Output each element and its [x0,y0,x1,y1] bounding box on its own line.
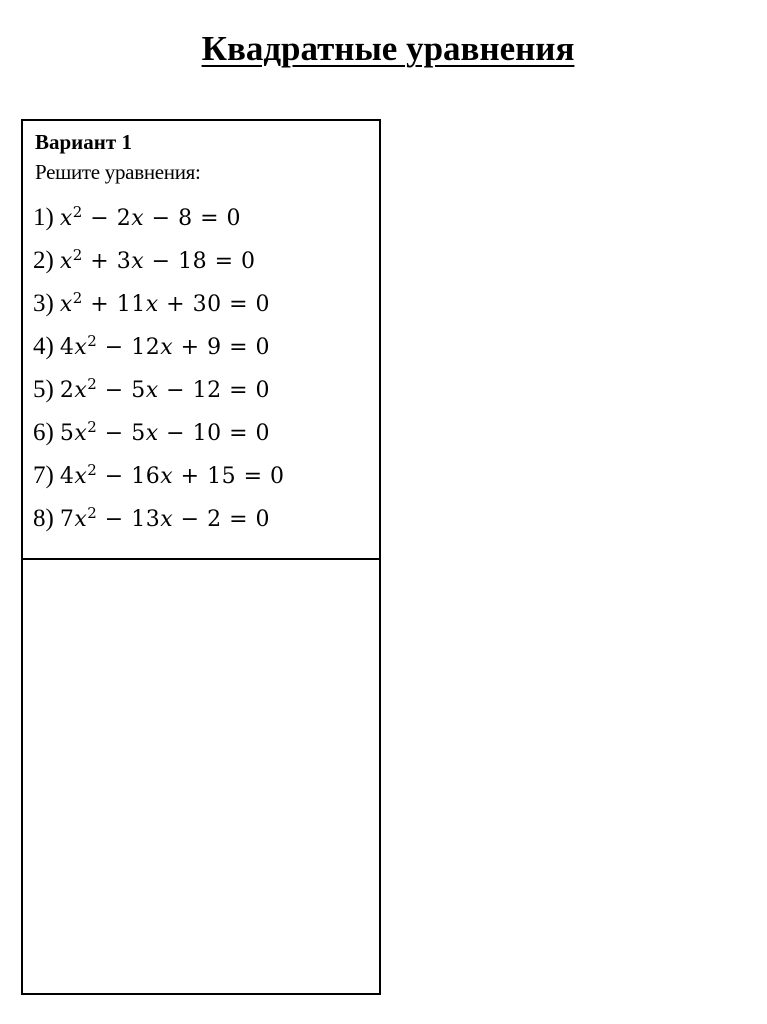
sign-c: − [151,249,171,274]
equation-item [33,497,285,540]
sign-c: − [166,378,186,403]
coef-a: 5 [59,421,75,446]
equation-item [33,368,285,411]
equation-expression: $x^2 + 11x + 30 = 0$ [59,289,271,317]
rhs: 0 [255,378,271,403]
rhs: 0 [255,507,271,532]
sign-b: − [104,421,124,446]
sign-b: + [90,249,110,274]
sign-c: + [180,464,200,489]
coef-c: 15 [207,464,237,489]
coef-c: 9 [207,335,222,360]
rhs: 0 [270,464,285,489]
equation-item [33,282,285,325]
coef-c: 2 [207,507,222,532]
rhs: 0 [226,206,242,231]
sign-c: + [166,292,186,317]
coef-c: 30 [192,292,222,317]
coef-b: 16 [131,464,161,489]
coef-b: 3 [116,249,132,274]
coef-a: 7 [59,507,75,532]
answer-area[interactable] [23,560,379,993]
coef-c: 10 [192,421,222,446]
equation-item [33,411,285,454]
sign-b: − [104,335,124,360]
sign-c: + [180,335,200,360]
equation-expression: $x^2 + 3x - 18 = 0$ [59,246,256,274]
equation-number: 1) [33,204,54,231]
equation-number: 5) [33,376,54,403]
coef-c: 8 [178,206,193,231]
coef-b: 5 [131,421,146,446]
sign-b: − [104,464,124,489]
sign-b: − [90,206,110,231]
coef-c: 12 [192,378,222,403]
variant-label: Вариант 1 [35,130,132,154]
variant-card [21,119,381,995]
sign-c: − [151,206,171,231]
coef-a: 4 [59,464,75,489]
equation-number: 6) [33,419,54,446]
coef-b: 5 [131,378,146,403]
equation-list [33,196,285,540]
page-title: Квадратные уравнения [201,29,575,68]
equation-expression: $x^2 - 2x - 8 = 0$ [59,203,242,231]
coef-b: 2 [116,206,132,231]
equation-expression: $2x^2 - 5x - 12 = 0$ [59,375,271,403]
equation-expression: $5x^2 - 5x - 10 = 0$ [59,418,271,446]
rhs: 0 [255,335,271,360]
equation-item [33,325,285,368]
sign-c: − [166,421,186,446]
coef-a: 2 [59,378,75,403]
sign-c: − [180,507,200,532]
equation-number: 3) [33,290,54,317]
equation-expression: $7x^2 - 13x - 2 = 0$ [59,504,271,532]
equation-item [33,239,285,282]
equation-number: 8) [33,505,54,532]
coef-a: 4 [59,335,75,360]
equation-item [33,454,285,497]
equation-number: 4) [33,333,54,360]
equation-number: 7) [33,462,54,489]
sign-b: + [90,292,110,317]
equation-expression: $4x^2 - 12x + 9 = 0$ [59,332,271,360]
instruction-text: Решите уравнения: [35,160,201,184]
coef-b: 13 [131,507,161,532]
equation-item [33,196,285,239]
rhs: 0 [255,292,271,317]
coef-b: 11 [116,292,146,317]
rhs: 0 [255,421,271,446]
coef-c: 18 [178,249,208,274]
sign-b: − [104,507,124,532]
equation-expression: $4x^2 - 16x + 15 = 0$ [59,461,285,489]
variant-tasks-cell [23,121,379,560]
sign-b: − [104,378,124,403]
coef-b: 12 [131,335,161,360]
equation-number: 2) [33,247,54,274]
rhs: 0 [241,249,256,274]
